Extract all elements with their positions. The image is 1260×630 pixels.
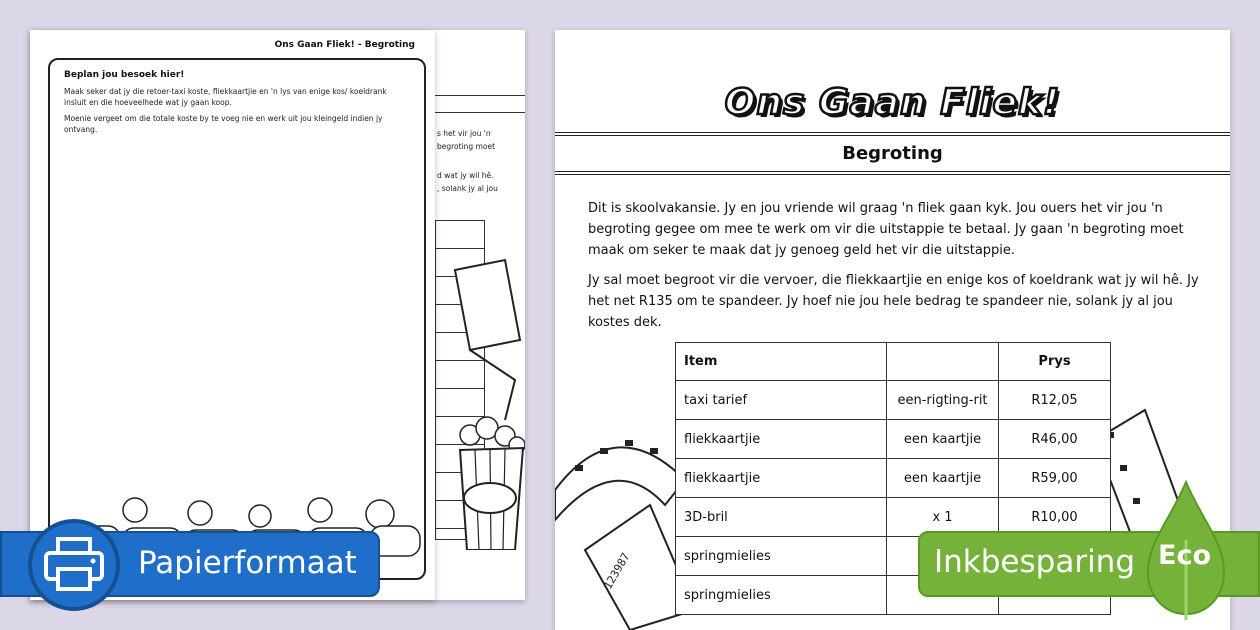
paper-size-label: Papierformaat <box>138 545 357 581</box>
cell-item: springmielies <box>676 537 887 576</box>
text-fragment: begroting moet <box>437 142 496 151</box>
text-fragment: , solank jy al jou <box>437 184 498 193</box>
worksheet-subtitle: Begroting <box>842 143 943 164</box>
intro-paragraph: Jy sal moet begroot vir die vervoer, die fliekkaartjie en enige kos of koeldrank wat jy wil hê. Jy het net R135 om te spandeer. Jy hoef nie jou hele bedrag te spandeer nie, solank jy al jou kostes dek. <box>588 273 1199 330</box>
text-fragment: s het vir jou 'n <box>437 129 491 138</box>
page-header: Ons Gaan Fliek! - Begroting <box>274 40 415 50</box>
front-worksheet-page <box>30 30 435 600</box>
title-rule <box>555 132 1230 136</box>
worksheet-title: Ons Gaan Fliek! <box>724 82 1061 123</box>
instruction-paragraph: Maak seker dat jy die retoer-taxi koste, fliekkaartjie en 'n lys van enige kos/ koeldrank insluit en die hoeveelhede wat jy gaan koop. <box>64 87 387 108</box>
cell-item: springmielies <box>676 576 887 615</box>
printer-icon <box>32 523 116 607</box>
paper-size-badge[interactable] <box>0 531 380 597</box>
cell-item: 3D-bril <box>676 498 887 537</box>
cell-quantity: een kaartjie <box>887 459 999 498</box>
table-row <box>676 459 1111 498</box>
cell-item: taxi tarief <box>676 381 887 420</box>
planning-box <box>48 58 426 580</box>
column-header-price: Prys <box>999 343 1111 381</box>
subtitle-rule <box>555 171 1230 175</box>
box-title: Beplan jou besoek hier! <box>64 70 185 80</box>
cell-quantity: een kaartjie <box>887 420 999 459</box>
instruction-paragraph: Moenie vergeet om die totale koste by te voeg nie en werk uit jou kleingeld indien jy ontvang. <box>64 113 383 134</box>
cell-quantity: een-rigting-rit <box>887 381 999 420</box>
film-and-popcorn-illustration <box>445 250 525 550</box>
cell-price: R59,00 <box>999 459 1111 498</box>
cell-price: R12,05 <box>999 381 1111 420</box>
cell-item: fliekkaartjie <box>676 459 887 498</box>
intro-text <box>588 198 1200 342</box>
table-row <box>676 381 1111 420</box>
table-row <box>676 420 1111 459</box>
ink-saving-label: Inkbesparing <box>934 544 1136 580</box>
text-fragment: d wat jy wil hê. <box>437 171 494 180</box>
table-header-row <box>676 343 1111 381</box>
header-rule <box>435 95 525 113</box>
column-header-item: Item <box>676 343 887 381</box>
printer-icon-circle <box>28 519 120 611</box>
cell-price: R10,00 <box>999 498 1111 537</box>
cell-quantity: x 1 <box>887 498 999 537</box>
svg-text:123987: 123987 <box>601 550 633 592</box>
cell-price: R46,00 <box>999 420 1111 459</box>
column-header-quantity <box>887 343 999 381</box>
cell-item: fliekkaartjie <box>676 420 887 459</box>
intro-paragraph: Dit is skoolvakansie. Jy en jou vriende wil graag 'n fliek gaan kyk. Jou ouers het vir jou 'n begroting gegee om mee te werk om vir die uitstappie te betaal. Jy gaan 'n begroting moet maak om seker te maak dat jy genoeg geld het vir die uitstappie. <box>588 201 1184 258</box>
eco-label: Eco <box>1158 540 1211 571</box>
